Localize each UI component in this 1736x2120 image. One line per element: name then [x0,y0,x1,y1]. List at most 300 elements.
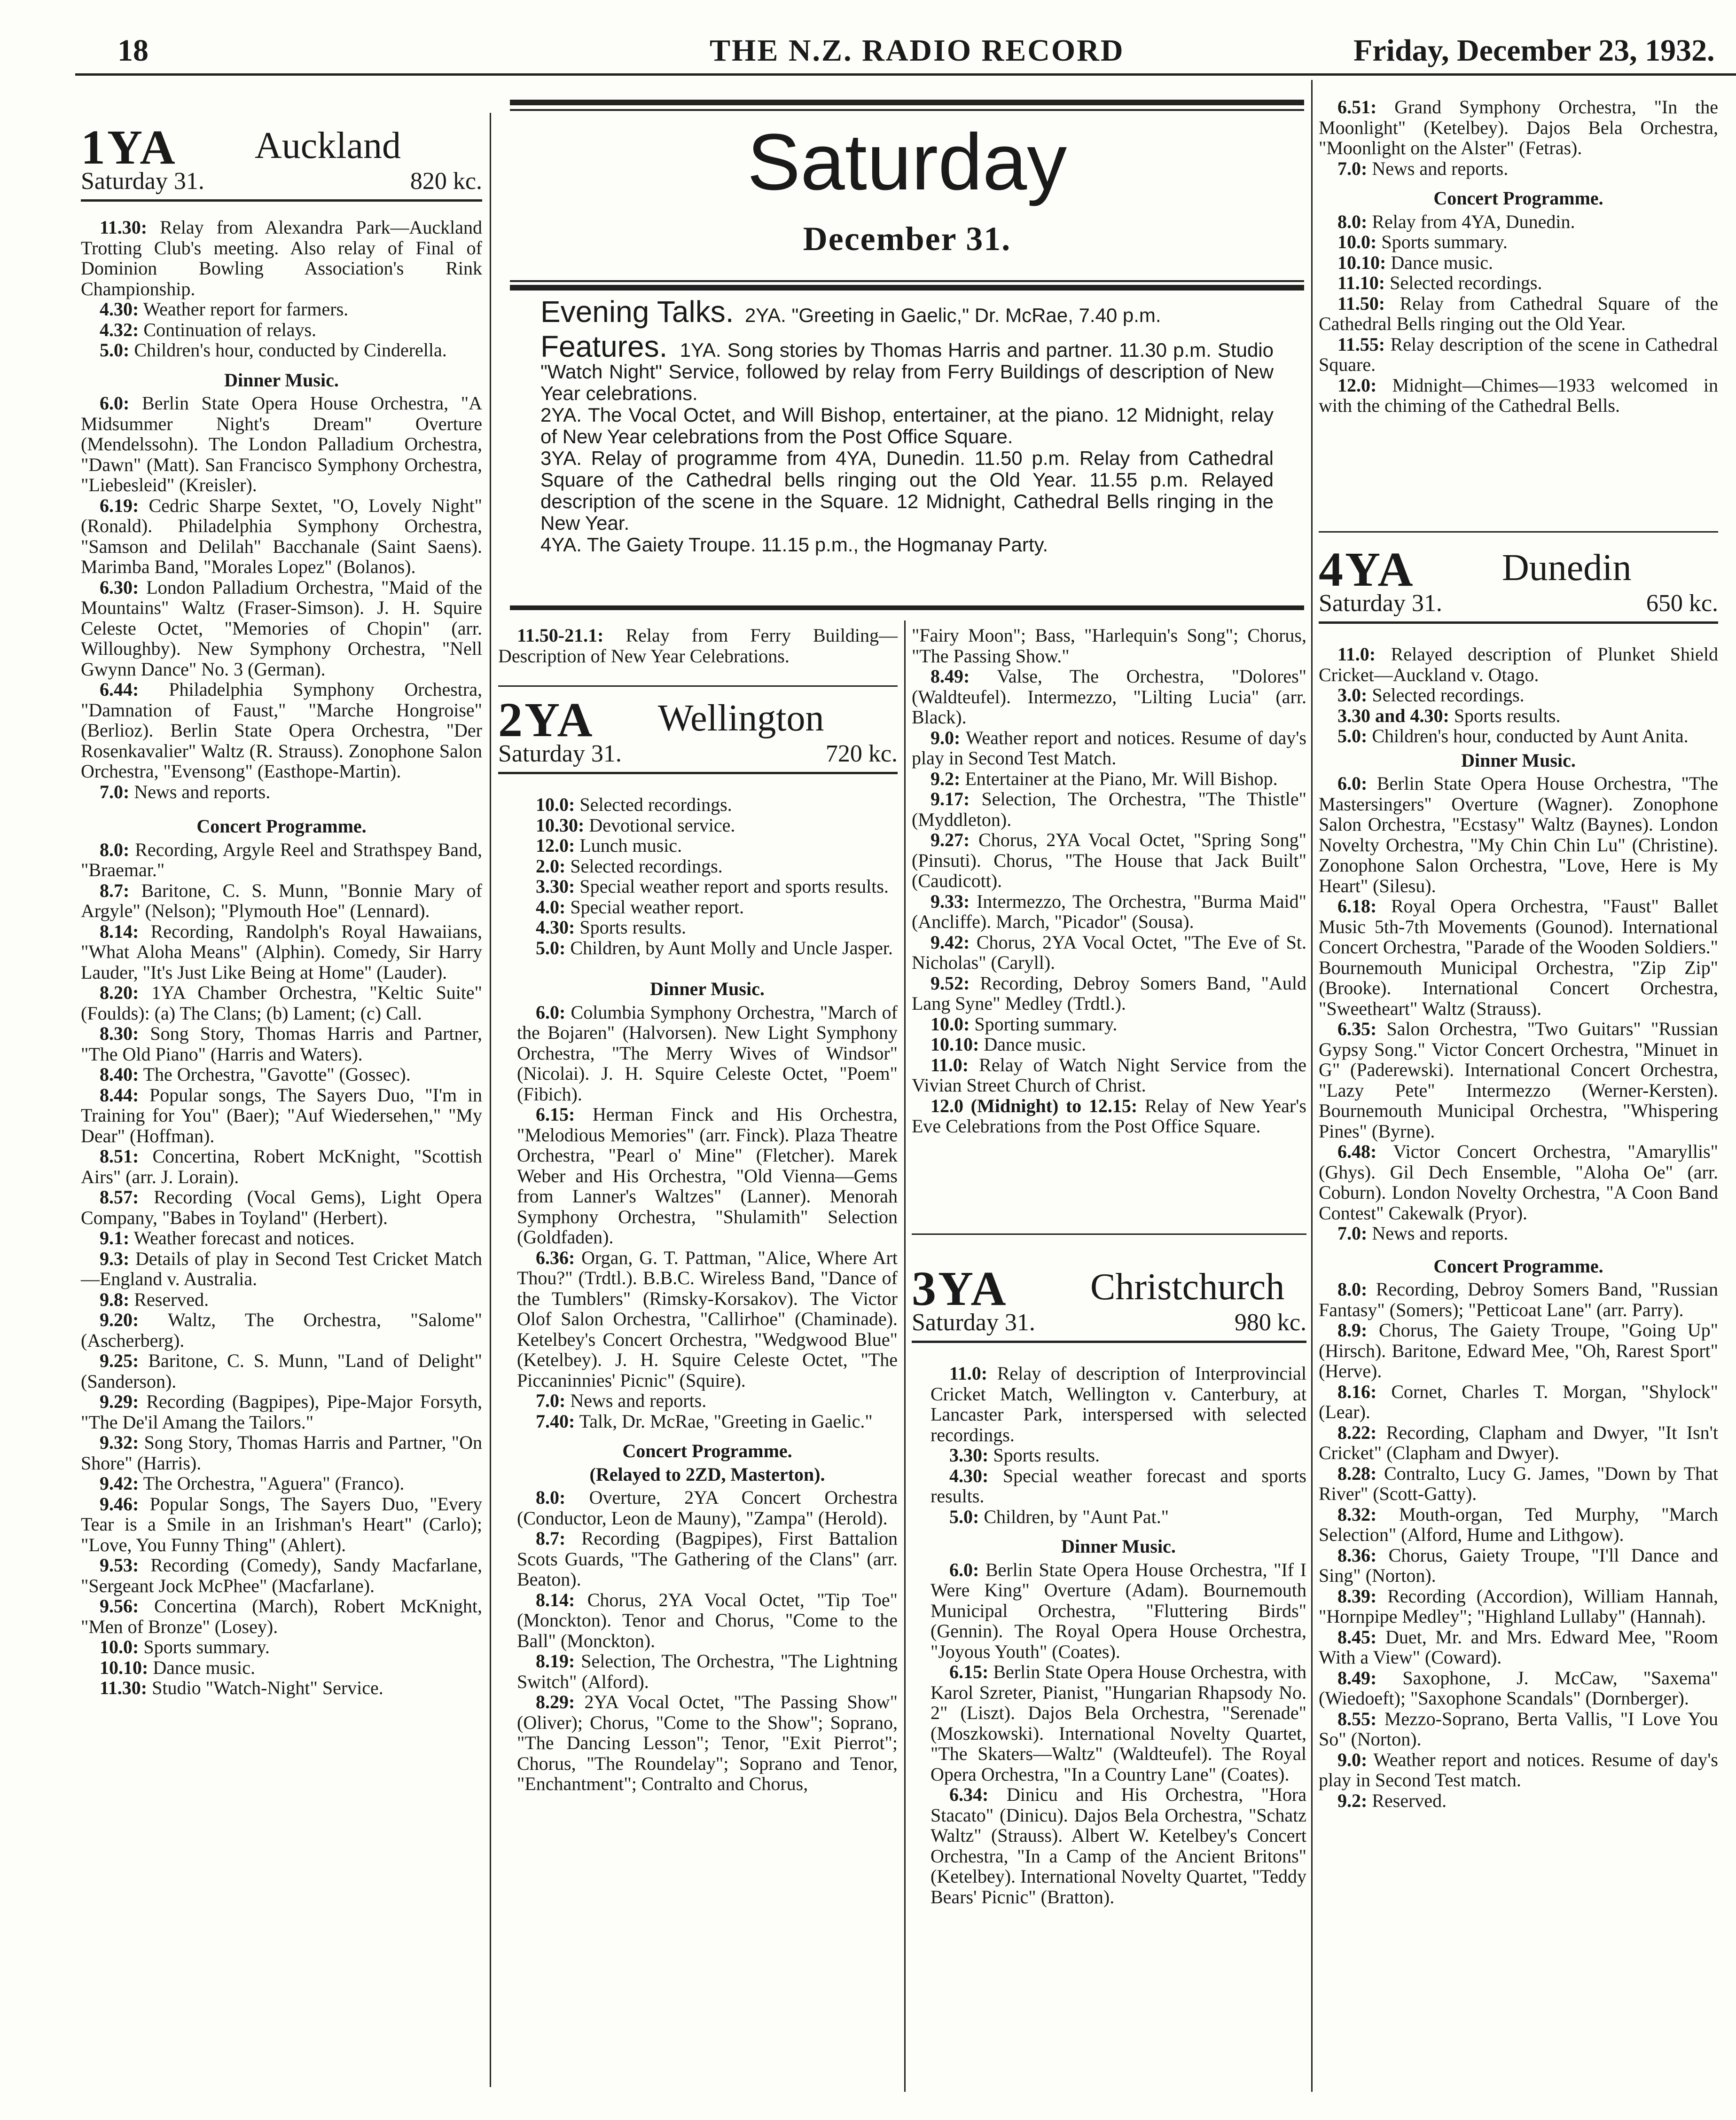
entry-text: Mouth-organ, Ted Murphy, "March Selection" (Alford, Hume and Lithgow). [1319,1503,1718,1545]
entry-time: 9.42: [100,1473,139,1494]
programme-list [1319,644,1718,746]
entry-text: Sporting summary. [970,1013,1118,1035]
masthead: THE N.Z. RADIO RECORD [710,33,1125,68]
programme-entry [81,1391,482,1432]
programme-entry [81,921,482,983]
programme-entry [517,1248,898,1391]
entry-text: Chorus, 2YA Vocal Octet, "Spring Song" (Pinsuti). Chorus, "The House that Jack Built" (Caudicott). [912,829,1306,891]
station-header-4ya [1319,542,1718,625]
station-rule [912,1341,1306,1343]
entry-time: 3.30 and 4.30: [1337,705,1449,726]
programme-entry [1319,1790,1718,1811]
entry-time: 6.30: [100,576,139,598]
entry-text: Relay from 4YA, Dunedin. [1367,211,1575,232]
section-heading-concert: Concert Programme. [196,816,367,837]
entry-text: Selected recordings. [1385,272,1542,293]
entry-time: 8.51: [100,1146,139,1167]
station-code: 2YA [498,693,594,747]
entry-time: 8.55: [1337,1708,1377,1729]
entry-time: 6.48: [1337,1141,1377,1162]
feature-2ya: 2YA. The Vocal Octet, and Will Bishop, entertainer, at the piano. 12 Midnight, relay of New Year celebrations from the Post Office Square. [540,404,1274,448]
entry-time: 5.0: [1337,725,1368,746]
programme-entry [1319,1586,1718,1627]
section-heading-dinner: Dinner Music. [650,978,765,999]
entry-time: 8.57: [100,1186,139,1208]
entry-time: 8.7: [536,1528,566,1549]
programme-entry [1319,1279,1718,1320]
entry-text: Grand Symphony Orchestra, "In the Moonlight" (Ketelbey). Dajos Bela Orchestra, "Moonlight on the Alster" (Fetras). [1319,96,1718,158]
entry-time: 8.49: [1337,1667,1377,1688]
entry-text: Columbia Symphony Orchestra, "March of the Bojaren" (Halvorsen). New Light Symphony Orchestra, "The Merry Wives of Windsor" (Nicolai). J. H. Squire Celeste Octet, "Poem" (Fibich). [517,1001,898,1105]
entry-text: Popular songs, The Sayers Duo, "I'm in Training for You" (Baer); "Auf Wiedersehen," "My Dear" (Hoffman). [81,1084,482,1146]
programme-entry [931,1466,1306,1507]
programme-entry [517,897,898,918]
entry-text: London Palladium Orchestra, "Maid of the Mountains" Waltz (Fraser-Simson). J. H. Squire Celeste Octet, "Memories of Chopin" (arr. Willoughby). New Symphony Orchestra, "Nell Gwynn Dance" No. 3 (German). [81,576,482,680]
entry-time: 9.56: [100,1595,139,1617]
programme-entry [912,728,1306,769]
entry-time: 6.18: [1337,895,1377,917]
programme-entry [81,1494,482,1555]
programme-entry [517,1692,898,1794]
programme-entry [1319,334,1718,375]
entry-time: 12.0: [1337,374,1377,396]
masthead-rule [75,73,1736,76]
programme-entry [912,1096,1306,1137]
programme-entry [81,1187,482,1228]
station-day: Saturday 31. [912,1309,1035,1336]
programme-entry [81,1023,482,1064]
entry-text: Concertina, Robert McKnight, "Scottish Airs" (arr. J. Lorain). [81,1146,482,1187]
entry-time: 10.10: [100,1657,149,1678]
programme-entry [1319,232,1718,252]
entry-text: Sports summary. [139,1636,270,1657]
station-frequency: 720 kc. [825,740,898,767]
section-heading-concert: Concert Programme. [1433,1255,1603,1277]
programme-entry [1319,1750,1718,1790]
entry-time: 9.8: [100,1288,130,1310]
entry-text: Concertina (March), Robert McKnight, "Men of Bronze" (Losey). [81,1595,482,1637]
entry-time: 6.35: [1337,1018,1377,1039]
entry-time: 9.20: [100,1309,139,1330]
programme-entry [81,1637,482,1657]
programme-entry [81,320,482,340]
entry-time: 8.36: [1337,1544,1377,1566]
entry-time: 8.29: [536,1691,575,1712]
entry-text: Weather forecast and notices. [129,1227,355,1248]
station-day: Saturday 31. [81,168,204,195]
programme-entry [1319,1709,1718,1750]
entry-time: 8.0: [100,839,130,860]
entry-time: 11.30: [100,1677,148,1698]
programme-entry [931,1445,1306,1466]
programme-entry [81,880,482,921]
entry-time: 8.19: [536,1650,575,1672]
station-rule [81,199,482,202]
entry-text: Baritone, C. S. Munn, "Land of Delight" (Sanderson). [81,1350,482,1392]
banner-rule-mid [510,280,1304,282]
programme-entry [81,1228,482,1248]
programme-3ya-continued [1319,97,1718,416]
programme-entry [517,856,898,877]
entry-text: Sports results. [1449,705,1561,726]
entry-text: Salon Orchestra, "Two Guitars" "Russian Gypsy Song." Victor Concert Orchestra, "Minuet in G" (Paderewski). International Concert Orchestra, "Lazy Pete" Intermezzo (Werner-Kersten). Bournemouth Municipal Orchestra, "Whispering Pines" (Byrne). [1319,1018,1718,1142]
programme-entry [1319,1382,1718,1422]
programme-entry [1319,375,1718,416]
station-code: 1YA [81,120,177,174]
station-city: Dunedin [1502,547,1632,589]
entry-time: 8.45: [1337,1626,1377,1648]
entry-text: Cornet, Charles T. Morgan, "Shylock" (Lear). [1319,1381,1718,1422]
programme-entry [1319,706,1718,726]
entry-time: 8.32: [1337,1503,1377,1525]
entry-time: 7.0: [536,1390,566,1411]
entry-time: 8.16: [1337,1381,1377,1402]
entry-time: 4.32: [100,319,139,340]
entry-text: 1YA Chamber Orchestra, "Keltic Suite" (Foulds): (a) The Clans; (b) Lament; (c) Call. [81,982,482,1024]
entry-text: Special weather report. [565,896,744,918]
entry-time: 6.0: [100,393,130,414]
station-day: Saturday 31. [1319,590,1442,617]
programme-list [81,840,482,1698]
station-rule [498,772,898,774]
programme-entry [517,876,898,897]
entry-text: Selected recordings. [1367,684,1525,706]
entry-time: 9.29: [100,1391,139,1412]
entry-time: 4.30: [536,917,575,938]
entry-time: 5.0: [100,339,130,361]
evening-talks-label: Evening Talks. [540,295,734,329]
entry-text: Studio "Watch-Night" Service. [147,1677,383,1698]
column-rule [904,620,906,2092]
programme-entry [81,1248,482,1289]
programme-list [1319,212,1718,416]
entry-time: 12.0 (Midnight) to 12.15: [931,1095,1138,1116]
entry-text: Recording (Accordion), William Hannah, "Hornpipe Medley"; "Highland Lullaby" (Hannah). [1319,1585,1718,1627]
entry-time: 9.25: [100,1350,139,1371]
programme-entry [81,1351,482,1391]
programme-entry [931,1784,1306,1907]
programme-entry [912,666,1306,728]
issue-date: Friday, December 23, 1932. [1353,33,1715,68]
programme-entry [81,1146,482,1187]
entry-time: 7.40: [536,1410,575,1432]
entry-text: Song Story, Thomas Harris and Partner, "On Shore" (Harris). [81,1432,482,1474]
entry-time: 10.0: [100,1636,139,1657]
column-rule [1319,531,1718,533]
entry-time: 9.33: [931,890,970,912]
entry-time: 11.30: [100,217,148,238]
section-heading-dinner: Dinner Music. [224,369,339,391]
entry-time: 9.3: [100,1248,130,1269]
programme-entry [81,393,482,495]
entry-text: Recording (Bagpipes), Pipe-Major Forsyth, "The De'il Amang the Tailors." [81,1391,482,1433]
section-heading-dinner: Dinner Music. [1061,1536,1176,1557]
programme-list [912,625,1306,1137]
entry-text: Selected recordings. [565,855,723,877]
entry-time: 5.0: [536,937,566,958]
entry-time: 11.0: [931,1054,969,1076]
features-label: Features. [540,330,668,363]
entry-text: Devotional service. [584,814,735,836]
entry-time: 2.0: [536,855,566,877]
programme-entry [517,1104,898,1248]
entry-time: 9.0: [1337,1749,1368,1770]
entry-text: Waltz, The Orchestra, "Salome" (Ascherberg). [81,1309,482,1351]
entry-text: 2YA Vocal Octet, "The Passing Show" (Oliver); Chorus, "Come to the Show"; Soprano, "The Dancing Lesson"; Tenor, "Exit Pierrot"; Chorus, "The Roundelay"; Soprano and Tenor, "Enchantment"; Contralto and Chorus, [517,1691,898,1794]
programme-entry [1319,1545,1718,1586]
programme-entry [517,1411,898,1432]
entry-text: The Orchestra, "Gavotte" (Gossec). [139,1064,411,1085]
programme-entry [1319,158,1718,179]
entry-text: Berlin State Opera House Orchestra, "The Mastersingers" Overture (Wagner). Zonophone Salon Orchestra, "Ecstasy" Waltz (Baynes). London Novelty Orchestra, "My Chin Chin Lu" (Christine). Zonophone Salon Orchestra, "Love, Here is My Heart" (Silesu). [1319,773,1718,896]
station-code: 3YA [912,1262,1008,1316]
programme-entry [81,217,482,299]
station-city: Auckland [255,125,401,166]
programme-entry [1319,293,1718,334]
entry-text: Weather report and notices. Resume of day's play in Second Test Match. [912,727,1306,769]
entry-time: 6.51: [1337,96,1377,118]
entry-text: Saxophone, J. McCaw, "Saxema" (Wiedoeft); "Saxophone Scandals" (Dornberger). [1319,1667,1718,1709]
station-frequency: 650 kc. [1646,590,1718,617]
entry-time: 3.0: [1337,684,1368,706]
entry-text: Recording, Clapham and Dwyer, "It Isn't Cricket" (Clapham and Dwyer). [1319,1421,1718,1463]
entry-text: Special weather forecast and sports results. [931,1465,1306,1507]
entry-time: 4.30: [949,1465,989,1486]
entry-text: Reserved. [1367,1790,1447,1811]
banner-rule-bottom [510,605,1304,610]
programme-entry [1319,1668,1718,1709]
entry-time: 8.40: [100,1064,139,1085]
entry-text: Valse, The Orchestra, "Dolores" (Waldteufel). Intermezzo, "Lilting Lucia" (arr. Black). [912,666,1306,728]
entry-time: 8.7: [100,879,130,901]
entry-text: Sports results. [575,917,687,938]
entry-text: Duet, Mr. and Mrs. Edward Mee, "Room With a View" (Coward). [1319,1626,1718,1668]
entry-time: 6.0: [1337,773,1368,794]
programme-entry [81,1310,482,1351]
entry-time: 8.20: [100,982,139,1003]
entry-time: 8.14: [536,1589,575,1610]
entry-time: 9.52: [931,972,970,994]
programme-entry [1319,1627,1718,1668]
programme-entry [912,891,1306,932]
entry-time: 4.30: [100,298,139,320]
entry-time: 10.10: [1337,251,1386,273]
entry-time: 8.0: [536,1487,566,1508]
station-header-2ya [498,693,898,776]
entry-text: Sports results. [988,1445,1100,1466]
entry-text: Overture, 2YA Concert Orchestra (Conductor, Leon de Mauny), "Zampa" (Herold). [517,1487,898,1529]
entry-text: Dance music. [1386,251,1494,273]
programme-entry [1319,252,1718,273]
entry-text: Organ, G. T. Pattman, "Alice, Where Art Thou?" (Trdtl.). B.B.C. Wireless Band, "Dance of the Tumblers" (Rimsky-Korsakov). The Victor Olof Salon Orchestra, "Callirhoe" (Chaminade). Ketelbey's Concert Orchestra, "Wedgwood Blue" (Ketelbey). J. H. Squire Celeste Octet, "The Piccaninnies' Picnic" (Squire). [517,1247,898,1391]
entry-time: 6.0: [949,1559,979,1580]
programme-entry [912,625,1306,666]
entry-time: 6.15: [949,1661,989,1682]
programme-entry [81,1289,482,1310]
programme-entry [81,1596,482,1637]
entry-time: 8.14: [100,920,139,942]
programme-entry [1319,644,1718,685]
entry-time: 5.0: [949,1506,979,1527]
entry-text: Herman Finck and His Orchestra, "Melodious Memories" (arr. Finck). Plaza Theatre Orchestra, "Pearl o' Mine" (Fletcher). Marek Weber and His Orchestra, "Old Vienna—Gems from Lanner's Waltzes" (Lanner). Menorah Symphony Orchestra, "Shulamith" Selection (Goldfaden). [517,1104,898,1248]
entry-text: Victor Concert Orchestra, "Amaryllis" (Ghys). Gil Dech Ensemble, "Aloha Oe" (arr. Coburn). London Novelty Orchestra, "A Coon Band Contest" Cakewalk (Pryor). [1319,1141,1718,1224]
entry-text: Recording (Bagpipes), First Battalion Scots Guards, "The Gathering of the Clans" (arr. Beaton). [517,1528,898,1590]
entry-text: Philadelphia Symphony Orchestra, "Damnation of Faust," "Marche Hongroise" (Berlioz). Berlin State Opera Orchestra, "Der Rosenkavalier" Waltz (R. Strauss). Zonophone Salon Orchestra, "Evensong" (Easthope-Martin). [81,679,482,782]
programme-entry [1319,685,1718,706]
programme-entry [517,917,898,938]
entry-text: Relay of description of Interprovincial Cricket Match, Wellington v. Canterbury, at Lancaster Park, interspersed with selected recordings. [931,1363,1306,1445]
feature-4ya: 4YA. The Gaiety Troupe. 11.15 p.m., the Hogmanay Party. [540,534,1048,556]
feature-3ya: 3YA. Relay of programme from 4YA, Dunedin. 11.50 p.m. Relay from Cathedral Square of the Cathedral bells ringing out the Old Year. 11.55 p.m. Relayed description of the scene in the Square. 12 Midnight, Cathedral Bells ringing in the New Year. [540,447,1274,534]
programme-entry [1319,97,1718,158]
entry-time: 6.36: [536,1247,575,1268]
station-day: Saturday 31. [498,740,622,767]
entry-text: "Fairy Moon"; Bass, "Harlequin's Song"; Chorus, "The Passing Show." [912,625,1306,667]
entry-time: 9.53: [100,1555,139,1576]
entry-text: News and reports. [565,1390,707,1411]
entry-time: 8.39: [1337,1585,1377,1607]
programme-list [1319,97,1718,179]
entry-text: Lunch music. [575,835,682,856]
entry-time: 8.0: [1337,1279,1368,1300]
entry-time: 12.0: [536,835,575,856]
programme-entry [517,1528,898,1590]
banner-rule-top-thin [510,109,1304,111]
programme-entry [1319,773,1718,896]
entry-text: Popular Songs, The Sayers Duo, "Every Tear is a Smile in an Irishman's Heart" (Carlo); "Love, You Funny Thing" (Ahlert). [81,1493,482,1555]
programme-entry [517,794,898,815]
entry-time: 6.15: [536,1104,575,1125]
entry-text: Contralto, Lucy G. James, "Down by That River" (Scott-Gatty). [1319,1462,1718,1504]
entry-text: Dinicu and His Orchestra, "Hora Stacato" (Dinicu). Dajos Bela Orchestra, "Schatz Waltz" (Strauss). Albert W. Ketelbey's Concert Orchestra, "In a Camp of the Ancient Britons" (Ketelbey). International Novelty Quartet, "Teddy Bears' Picnic" (Bratton). [931,1784,1306,1908]
entry-time: 4.0: [536,896,566,918]
page-title-date: December 31. [803,220,1011,258]
entry-time: 6.19: [100,495,139,516]
programme-entry [81,982,482,1023]
entry-time: 11.0: [949,1363,988,1384]
station-frequency: 820 kc. [410,168,482,195]
programme-entry [1319,1320,1718,1382]
programme-entry [912,932,1306,973]
entry-text: Mezzo-Soprano, Berta Vallis, "I Love You So" (Norton). [1319,1708,1718,1750]
programme-entry [81,1085,482,1146]
station-city: Wellington [658,698,824,739]
entry-text: Children's hour, conducted by Cinderella. [129,339,447,361]
entry-text: News and reports. [129,781,271,802]
features-box [540,295,1274,602]
entry-text: Children, by Aunt Molly and Uncle Jasper. [565,937,893,958]
entry-text: Selection, The Orchestra, "The Thistle" (Myddleton). [912,788,1306,830]
station-rule [1319,621,1718,624]
entry-time: 11.10: [1337,272,1385,293]
programme-entry [517,1651,898,1692]
programme-entry [81,1473,482,1494]
evening-talks-text: 2YA. "Greeting in Gaelic," Dr. McRae, 7.40 p.m. [744,304,1161,326]
entry-time: 9.32: [100,1432,139,1453]
programme-list [1319,1279,1718,1811]
station-code: 4YA [1319,542,1415,597]
programme-list [81,217,482,361]
entry-text: Berlin State Opera House Orchestra, with Karol Szreter, Pianist, "Hungarian Rhapsody No. 2" (Liszt). Dajos Bela Orchestra, "Serenade" (Moszkowski). International Novelty Quartet, "The Skaters—Waltz" (Waldteufel). The Royal Opera Orchestra, "In a Country Lane" (Coates). [931,1661,1306,1785]
programme-entry [517,1390,898,1411]
entry-text: Royal Opera Orchestra, "Faust" Ballet Music 5th-7th Movements (Gounod). International Concert Orchestra, "Parade of the Wooden Soldiers." Bournemouth Municipal Orchestra, "Zip Zip" (Brooke). International Concert Orchestra, "Sweetheart" Waltz (Strauss). [1319,895,1718,1019]
station-frequency: 980 kc. [1234,1309,1306,1336]
entry-text: Relay of New Year's Eve Celebrations from the Post Office Square. [912,1095,1306,1137]
programme-entry [1319,1504,1718,1545]
entry-text: Chorus, Gaiety Troupe, "I'll Dance and Sing" (Norton). [1319,1544,1718,1586]
programme-entry [912,973,1306,1014]
programme-entry [517,815,898,836]
entry-text: Chorus, 2YA Vocal Octet, "The Eve of St. Nicholas" (Caryll). [912,931,1306,973]
programme-entry [81,340,482,361]
programme-list [498,625,898,666]
entry-text: Relay from Alexandra Park—Auckland Trotting Club's meeting. Also relay of Final of Dominion Bowling Association's Rink Championship. [81,217,482,299]
programme-list [517,1002,898,1432]
column-rule [498,685,898,687]
entry-text: Berlin State Opera House Orchestra, "If I Were King" Overture (Adam). Bournemouth Municipal Orchestra, "Fluttering Birds" (Gennin). The Royal Opera House Orchestra, "Joyous Youth" (Coates). [931,1559,1306,1662]
programme-list [931,1363,1306,1527]
entry-time: 10.0: [536,794,575,815]
programme-list [517,794,898,958]
entry-time: 9.46: [100,1493,139,1515]
programme-entry [1319,1019,1718,1141]
entry-text: Intermezzo, The Orchestra, "Burma Maid" (Ancliffe). March, "Picador" (Sousa). [912,890,1306,932]
entry-text: Recording, Argyle Reel and Strathspey Band, "Braemar." [81,839,482,880]
entry-text: Continuation of relays. [139,319,317,340]
programme-entry [81,577,482,680]
page-number: 18 [117,33,149,68]
programme-entry [1319,1223,1718,1244]
entry-text: Sports summary. [1376,231,1508,252]
entry-text: Reserved. [129,1288,209,1310]
entry-text: Entertainer at the Piano, Mr. Will Bishop. [960,768,1278,789]
section-heading-dinner: Dinner Music. [1461,749,1576,771]
entry-text: Special weather report and sports results. [575,876,889,897]
entry-text: Relay of Watch Night Service from the Vivian Street Church of Christ. [912,1054,1306,1096]
entry-time: 10.0: [1337,231,1377,252]
entry-text: Weather report for farmers. [139,298,349,320]
entry-time: 7.0: [100,781,130,802]
programme-3ya [931,1363,1306,2096]
programme-entry [912,1014,1306,1035]
programme-list [517,1487,898,1794]
programme-list [81,393,482,802]
entry-time: 7.0: [1337,1223,1368,1244]
entry-text: Recording, Randolph's Royal Hawaiians, "What Aloha Means" (Alphin). Comedy, Sir Harry Lauder, "It's Just Like Being at Home" (Lauder). [81,920,482,983]
entry-text: Talk, Dr. McRae, "Greeting in Gaelic." [575,1410,873,1432]
station-city: Christchurch [1090,1266,1285,1308]
programme-entry [1319,1422,1718,1463]
station-header-3ya [912,1264,1306,1344]
programme-entry [931,1507,1306,1527]
programme-list [1319,773,1718,1244]
page-title-day: Saturday [747,118,1067,207]
programme-entry [517,1002,898,1105]
programme-2ya [517,794,898,2101]
programme-entry [912,1055,1306,1096]
programme-entry [81,1657,482,1678]
column-rule [912,1233,1306,1235]
programme-4ya [1319,644,1718,2092]
entry-text: Recording, Debroy Somers Band, "Russian Fantasy" (Somers); "Petticoat Lane" (arr. Parry). [1319,1279,1718,1320]
programme-entry [517,938,898,958]
programme-entry [931,1560,1306,1662]
entry-time: 6.34: [949,1784,989,1805]
entry-time: 3.30: [536,876,575,897]
entry-text: News and reports. [1367,1223,1509,1244]
entry-time: 9.2: [1337,1790,1368,1811]
section-subheading-relayed: (Relayed to 2ZD, Masterton). [589,1463,825,1485]
